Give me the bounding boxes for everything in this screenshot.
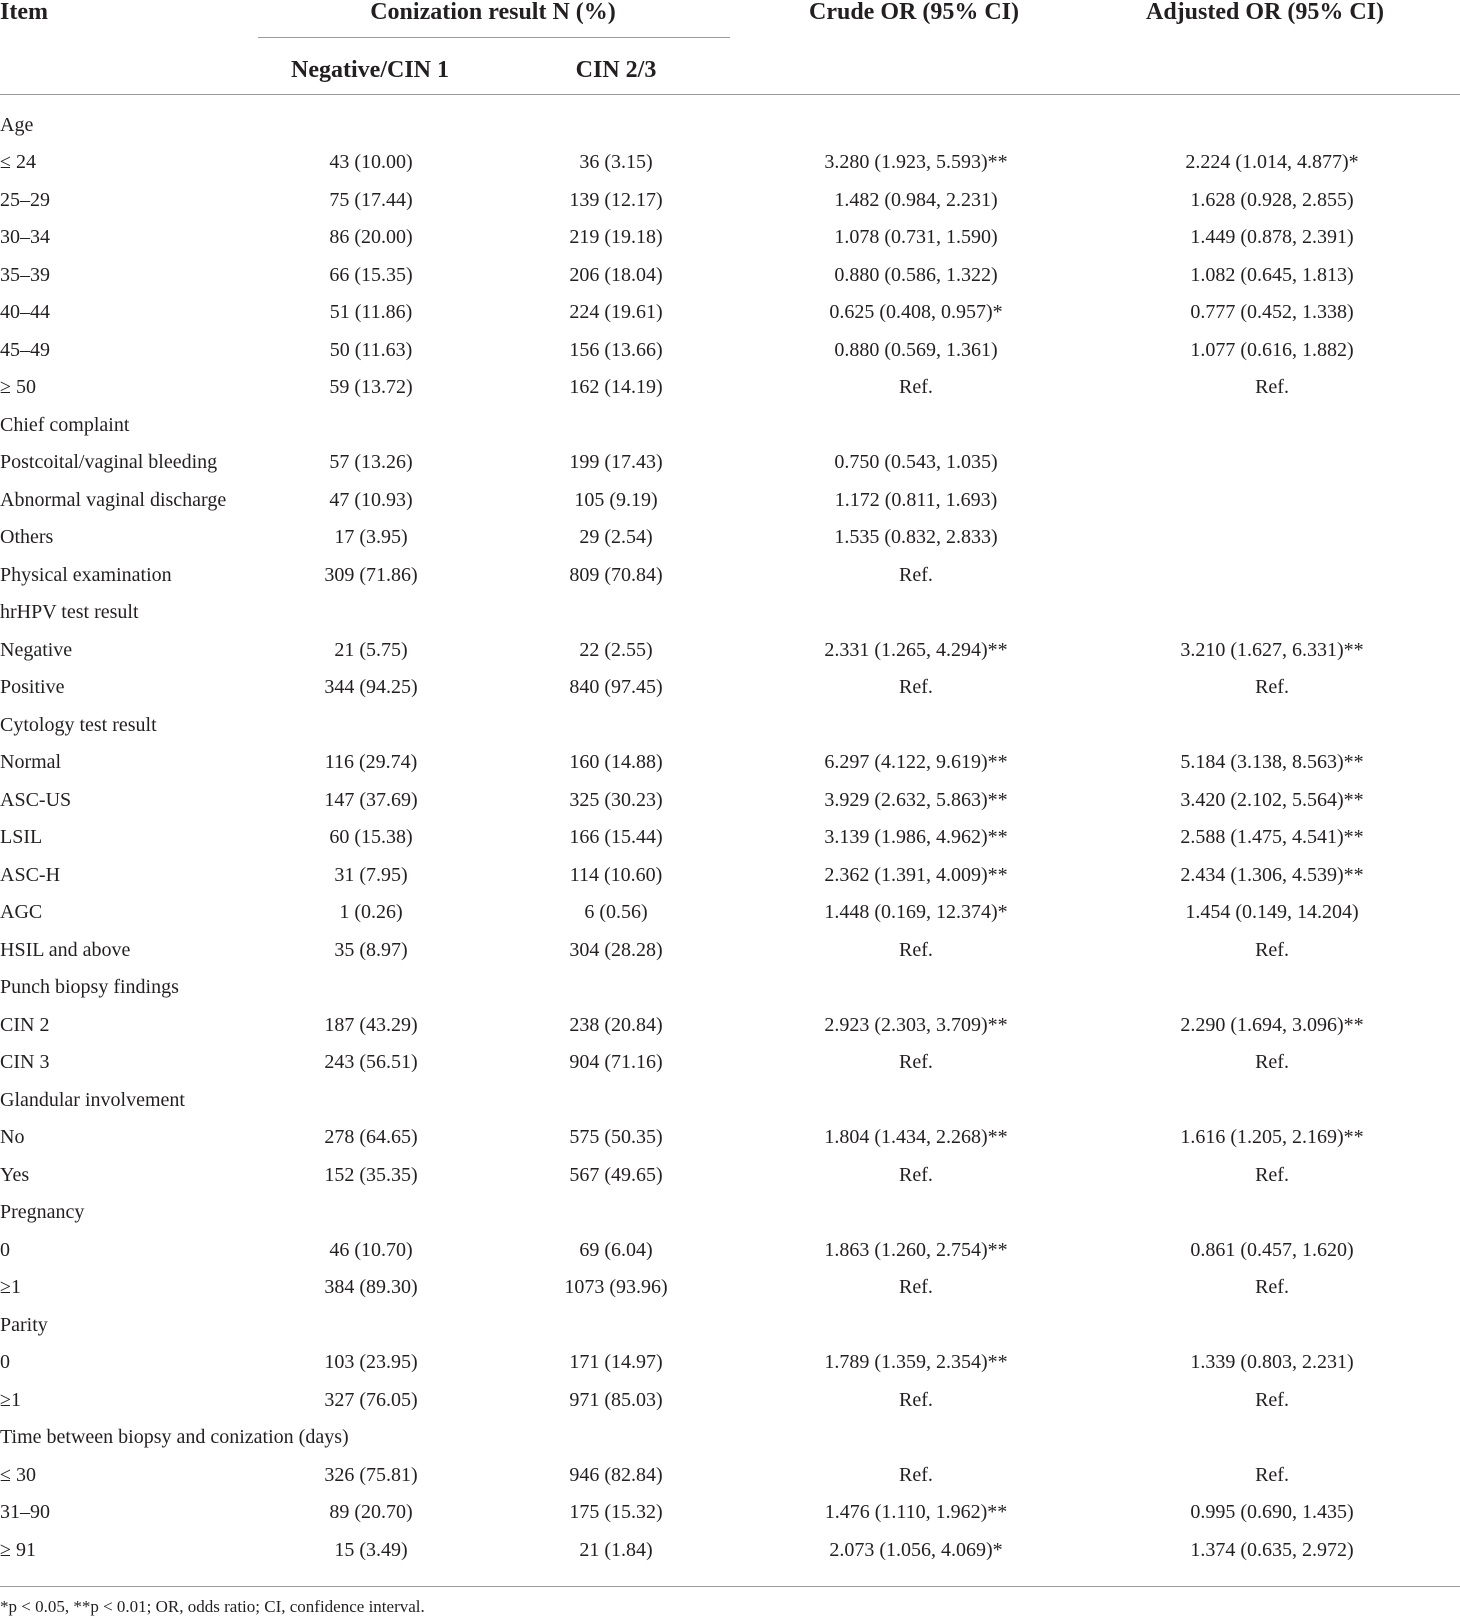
header-bottom-rule	[0, 94, 1460, 95]
adjusted-or-cell: 0.995 (0.690, 1.435)	[1190, 1501, 1354, 1524]
item-cell: 40–44	[0, 301, 50, 324]
cin23-cell: 206 (18.04)	[569, 263, 663, 286]
adjusted-or-cell: 2.290 (1.694, 3.096)**	[1180, 1013, 1364, 1036]
cin23-cell: 139 (12.17)	[569, 188, 663, 211]
crude-or-cell: Ref.	[899, 1463, 933, 1486]
adjusted-or-cell: 5.184 (3.138, 8.563)**	[1180, 751, 1364, 774]
adjusted-or-cell: 1.616 (1.205, 2.169)**	[1180, 1126, 1364, 1149]
adjusted-or-cell: Ref.	[1255, 1163, 1289, 1186]
item-cell: ≥1	[0, 1388, 21, 1411]
crude-or-cell: 1.804 (1.434, 2.268)**	[824, 1126, 1008, 1149]
negative-cin1-cell: 60 (15.38)	[329, 826, 413, 849]
item-cell: Abnormal vaginal discharge	[0, 488, 227, 511]
negative-cin1-cell: 75 (17.44)	[329, 188, 413, 211]
crude-or-cell: Ref.	[899, 938, 933, 961]
crude-or-cell: 1.535 (0.832, 2.833)	[834, 526, 998, 549]
crude-or-cell: 0.880 (0.569, 1.361)	[834, 338, 998, 361]
table-row	[0, 631, 1460, 669]
cin23-cell: 156 (13.66)	[569, 338, 663, 361]
table-row	[0, 1231, 1460, 1269]
table-row	[0, 331, 1460, 369]
section-label: Cytology test result	[0, 713, 157, 736]
cin23-cell: 199 (17.43)	[569, 451, 663, 474]
adjusted-or-cell: Ref.	[1255, 1276, 1289, 1299]
crude-or-cell: 6.297 (4.122, 9.619)**	[824, 751, 1008, 774]
item-cell: Postcoital/vaginal bleeding	[0, 451, 218, 474]
item-cell: 25–29	[0, 188, 50, 211]
table-row	[0, 1044, 1460, 1082]
crude-or-cell: Ref.	[899, 1163, 933, 1186]
crude-or-cell: 1.863 (1.260, 2.754)**	[824, 1238, 1008, 1261]
cin23-cell: 22 (2.55)	[579, 638, 653, 661]
negative-cin1-cell: 57 (13.26)	[329, 451, 413, 474]
adjusted-or-cell: 2.434 (1.306, 4.539)**	[1180, 863, 1364, 886]
item-cell: No	[0, 1126, 25, 1149]
negative-cin1-cell: 187 (43.29)	[324, 1013, 418, 1036]
item-cell: 30–34	[0, 226, 50, 249]
item-cell: ≥ 50	[0, 376, 36, 399]
adjusted-or-cell: Ref.	[1255, 1463, 1289, 1486]
negative-cin1-cell: 344 (94.25)	[324, 676, 418, 699]
negative-cin1-cell: 17 (3.95)	[334, 526, 408, 549]
adjusted-or-cell: 0.777 (0.452, 1.338)	[1190, 301, 1354, 324]
section-label: Pregnancy	[0, 1201, 85, 1224]
negative-cin1-cell: 21 (5.75)	[334, 638, 408, 661]
negative-cin1-cell: 147 (37.69)	[324, 788, 418, 811]
negative-cin1-cell: 278 (64.65)	[324, 1126, 418, 1149]
item-cell: ASC-H	[0, 863, 61, 886]
table-row	[0, 556, 1460, 594]
crude-or-cell: 0.880 (0.586, 1.322)	[834, 263, 998, 286]
cin23-cell: 840 (97.45)	[569, 676, 663, 699]
cin23-cell: 166 (15.44)	[569, 826, 663, 849]
cin23-cell: 162 (14.19)	[569, 376, 663, 399]
item-cell: 0	[0, 1351, 10, 1374]
adjusted-or-cell	[1084, 444, 1460, 482]
item-cell: ≥1	[0, 1276, 21, 1299]
section-row	[0, 969, 1460, 1007]
section-label: Chief complaint	[0, 413, 130, 436]
negative-cin1-cell: 66 (15.35)	[329, 263, 413, 286]
adjusted-or-cell	[1084, 519, 1460, 557]
crude-or-cell: 3.280 (1.923, 5.593)**	[824, 151, 1008, 174]
cin23-cell: 171 (14.97)	[569, 1351, 663, 1374]
item-cell: Physical examination	[0, 563, 172, 586]
crude-or-cell: 1.789 (1.359, 2.354)**	[824, 1351, 1008, 1374]
negative-cin1-cell: 327 (76.05)	[324, 1388, 418, 1411]
adjusted-or-cell: 0.861 (0.457, 1.620)	[1190, 1238, 1354, 1261]
table-row	[0, 181, 1460, 219]
section-label: hrHPV test result	[0, 601, 139, 624]
cin23-cell: 114 (10.60)	[569, 863, 663, 886]
cin23-cell: 29 (2.54)	[579, 526, 653, 549]
crude-or-cell: 3.139 (1.986, 4.962)**	[824, 826, 1008, 849]
cin23-cell: 809 (70.84)	[569, 563, 663, 586]
adjusted-or-cell: 3.420 (2.102, 5.564)**	[1180, 788, 1364, 811]
table-bottom-rule	[0, 1586, 1460, 1587]
adjusted-or-cell: 2.224 (1.014, 4.877)*	[1185, 151, 1359, 174]
crude-or-cell: 1.448 (0.169, 12.374)*	[824, 901, 1008, 924]
negative-cin1-cell: 86 (20.00)	[329, 226, 413, 249]
table-row	[0, 781, 1460, 819]
section-row	[0, 1306, 1460, 1344]
item-cell: CIN 3	[0, 1051, 50, 1074]
adjusted-or-cell: 1.628 (0.928, 2.855)	[1190, 188, 1354, 211]
cin23-cell: 304 (28.28)	[569, 938, 663, 961]
table-row	[0, 819, 1460, 857]
table-row	[0, 931, 1460, 969]
header-cin23: CIN 2/3	[575, 57, 657, 83]
section-label: Time between biopsy and conization (days)	[0, 1426, 349, 1449]
item-cell: Others	[0, 526, 54, 549]
table-row	[0, 1156, 1460, 1194]
item-cell: CIN 2	[0, 1013, 50, 1036]
cin23-cell: 971 (85.03)	[569, 1388, 663, 1411]
negative-cin1-cell: 384 (89.30)	[324, 1276, 418, 1299]
cin23-cell: 904 (71.16)	[569, 1051, 663, 1074]
cin23-cell: 238 (20.84)	[569, 1013, 663, 1036]
negative-cin1-cell: 50 (11.63)	[329, 338, 413, 361]
item-cell: ≤ 30	[0, 1463, 36, 1486]
cin23-cell: 36 (3.15)	[579, 151, 653, 174]
section-label: Parity	[0, 1313, 48, 1336]
section-row	[0, 1194, 1460, 1232]
header-item: Item	[0, 0, 48, 25]
section-row	[0, 1419, 1460, 1457]
table-row	[0, 219, 1460, 257]
item-cell: Normal	[0, 751, 62, 774]
crude-or-cell: Ref.	[899, 1276, 933, 1299]
adjusted-or-cell	[1084, 556, 1460, 594]
table-row	[0, 894, 1460, 932]
negative-cin1-cell: 46 (10.70)	[329, 1238, 413, 1261]
adjusted-or-cell: 1.339 (0.803, 2.231)	[1190, 1351, 1354, 1374]
header-crude-or: Crude OR (95% CI)	[809, 0, 1019, 25]
section-row	[0, 1081, 1460, 1119]
adjusted-or-cell: 1.077 (0.616, 1.882)	[1190, 338, 1354, 361]
section-row	[0, 106, 1460, 144]
item-cell: ≥ 91	[0, 1538, 36, 1561]
header-negative-cin1: Negative/CIN 1	[291, 57, 449, 83]
item-cell: HSIL and above	[0, 938, 131, 961]
item-cell: AGC	[0, 901, 43, 924]
crude-or-cell: Ref.	[899, 563, 933, 586]
cin23-cell: 946 (82.84)	[569, 1463, 663, 1486]
cin23-cell: 6 (0.56)	[584, 901, 648, 924]
crude-or-cell: 2.331 (1.265, 4.294)**	[824, 638, 1008, 661]
negative-cin1-cell: 103 (23.95)	[324, 1351, 418, 1374]
table-row	[0, 369, 1460, 407]
cin23-cell: 567 (49.65)	[569, 1163, 663, 1186]
adjusted-or-cell	[1084, 481, 1460, 519]
table-row	[0, 256, 1460, 294]
negative-cin1-cell: 152 (35.35)	[324, 1163, 418, 1186]
negative-cin1-cell: 1 (0.26)	[339, 901, 403, 924]
item-cell: 0	[0, 1238, 10, 1261]
crude-or-cell: 1.172 (0.811, 1.693)	[834, 488, 998, 511]
header-conization-result: Conization result N (%)	[370, 0, 616, 25]
cin23-cell: 224 (19.61)	[569, 301, 663, 324]
cin23-cell: 1073 (93.96)	[564, 1276, 668, 1299]
item-cell: Positive	[0, 676, 65, 699]
adjusted-or-cell: Ref.	[1255, 1051, 1289, 1074]
table-row	[0, 144, 1460, 182]
adjusted-or-cell: 1.454 (0.149, 14.204)	[1185, 901, 1359, 924]
adjusted-or-cell: Ref.	[1255, 1388, 1289, 1411]
crude-or-cell: 2.073 (1.056, 4.069)*	[829, 1538, 1003, 1561]
negative-cin1-cell: 15 (3.49)	[334, 1538, 408, 1561]
crude-or-cell: 1.078 (0.731, 1.590)	[834, 226, 998, 249]
table-body	[0, 106, 1460, 1569]
section-row	[0, 406, 1460, 444]
cin23-cell: 21 (1.84)	[579, 1538, 653, 1561]
item-cell: Yes	[0, 1163, 30, 1186]
item-cell: 45–49	[0, 338, 50, 361]
crude-or-cell: 1.482 (0.984, 2.231)	[834, 188, 998, 211]
section-label: Glandular involvement	[0, 1088, 185, 1111]
table-row	[0, 1456, 1460, 1494]
table-row	[0, 519, 1460, 557]
table-row	[0, 856, 1460, 894]
item-cell: LSIL	[0, 826, 43, 849]
crude-or-cell: Ref.	[899, 1388, 933, 1411]
cin23-cell: 175 (15.32)	[569, 1501, 663, 1524]
negative-cin1-cell: 326 (75.81)	[324, 1463, 418, 1486]
table-row	[0, 1119, 1460, 1157]
crude-or-cell: 0.625 (0.408, 0.957)*	[829, 301, 1003, 324]
crude-or-cell: 1.476 (1.110, 1.962)**	[824, 1501, 1008, 1524]
section-row	[0, 706, 1460, 744]
crude-or-cell: 3.929 (2.632, 5.863)**	[824, 788, 1008, 811]
table-row	[0, 1006, 1460, 1044]
negative-cin1-cell: 51 (11.86)	[329, 301, 413, 324]
item-cell: ASC-US	[0, 788, 72, 811]
table-row	[0, 1531, 1460, 1569]
header-adjusted-or: Adjusted OR (95% CI)	[1145, 0, 1385, 25]
cin23-cell: 219 (19.18)	[569, 226, 663, 249]
item-cell: 31–90	[0, 1501, 50, 1524]
item-cell: ≤ 24	[0, 151, 36, 174]
negative-cin1-cell: 43 (10.00)	[329, 151, 413, 174]
cin23-cell: 105 (9.19)	[574, 488, 658, 511]
section-label: Age	[0, 113, 34, 136]
table-row	[0, 1344, 1460, 1382]
negative-cin1-cell: 47 (10.93)	[329, 488, 413, 511]
adjusted-or-cell: 1.374 (0.635, 2.972)	[1190, 1538, 1354, 1561]
adjusted-or-cell: 1.449 (0.878, 2.391)	[1190, 226, 1354, 249]
cin23-cell: 160 (14.88)	[569, 751, 663, 774]
table-row	[0, 294, 1460, 332]
adjusted-or-cell: 2.588 (1.475, 4.541)**	[1180, 826, 1364, 849]
crude-or-cell: Ref.	[899, 1051, 933, 1074]
negative-cin1-cell: 59 (13.72)	[329, 376, 413, 399]
negative-cin1-cell: 31 (7.95)	[334, 863, 408, 886]
cin23-cell: 325 (30.23)	[569, 788, 663, 811]
table-row	[0, 444, 1460, 482]
adjusted-or-cell: Ref.	[1255, 938, 1289, 961]
crude-or-cell: 2.362 (1.391, 4.009)**	[824, 863, 1008, 886]
crude-or-cell: Ref.	[899, 376, 933, 399]
group-divider	[258, 37, 730, 38]
table-header	[0, 0, 1460, 96]
results-table	[0, 106, 1460, 1569]
cin23-cell: 575 (50.35)	[569, 1126, 663, 1149]
negative-cin1-cell: 116 (29.74)	[324, 751, 418, 774]
negative-cin1-cell: 243 (56.51)	[324, 1051, 418, 1074]
negative-cin1-cell: 35 (8.97)	[334, 938, 408, 961]
item-cell: 35–39	[0, 263, 50, 286]
adjusted-or-cell: 1.082 (0.645, 1.813)	[1190, 263, 1354, 286]
table-row	[0, 669, 1460, 707]
negative-cin1-cell: 309 (71.86)	[324, 563, 418, 586]
table-row	[0, 481, 1460, 519]
section-row	[0, 594, 1460, 632]
table-row	[0, 1269, 1460, 1307]
table-row	[0, 744, 1460, 782]
table-row	[0, 1494, 1460, 1532]
cin23-cell: 69 (6.04)	[579, 1238, 653, 1261]
adjusted-or-cell: Ref.	[1255, 376, 1289, 399]
table-row	[0, 1381, 1460, 1419]
negative-cin1-cell: 89 (20.70)	[329, 1501, 413, 1524]
crude-or-cell: 0.750 (0.543, 1.035)	[834, 451, 998, 474]
adjusted-or-cell: Ref.	[1255, 676, 1289, 699]
footnote: *p < 0.05, **p < 0.01; OR, odds ratio; CI, confidence interval.	[0, 1597, 425, 1616]
section-label: Punch biopsy findings	[0, 976, 179, 999]
adjusted-or-cell: 3.210 (1.627, 6.331)**	[1180, 638, 1364, 661]
crude-or-cell: 2.923 (2.303, 3.709)**	[824, 1013, 1008, 1036]
item-cell: Negative	[0, 638, 73, 661]
crude-or-cell: Ref.	[899, 676, 933, 699]
